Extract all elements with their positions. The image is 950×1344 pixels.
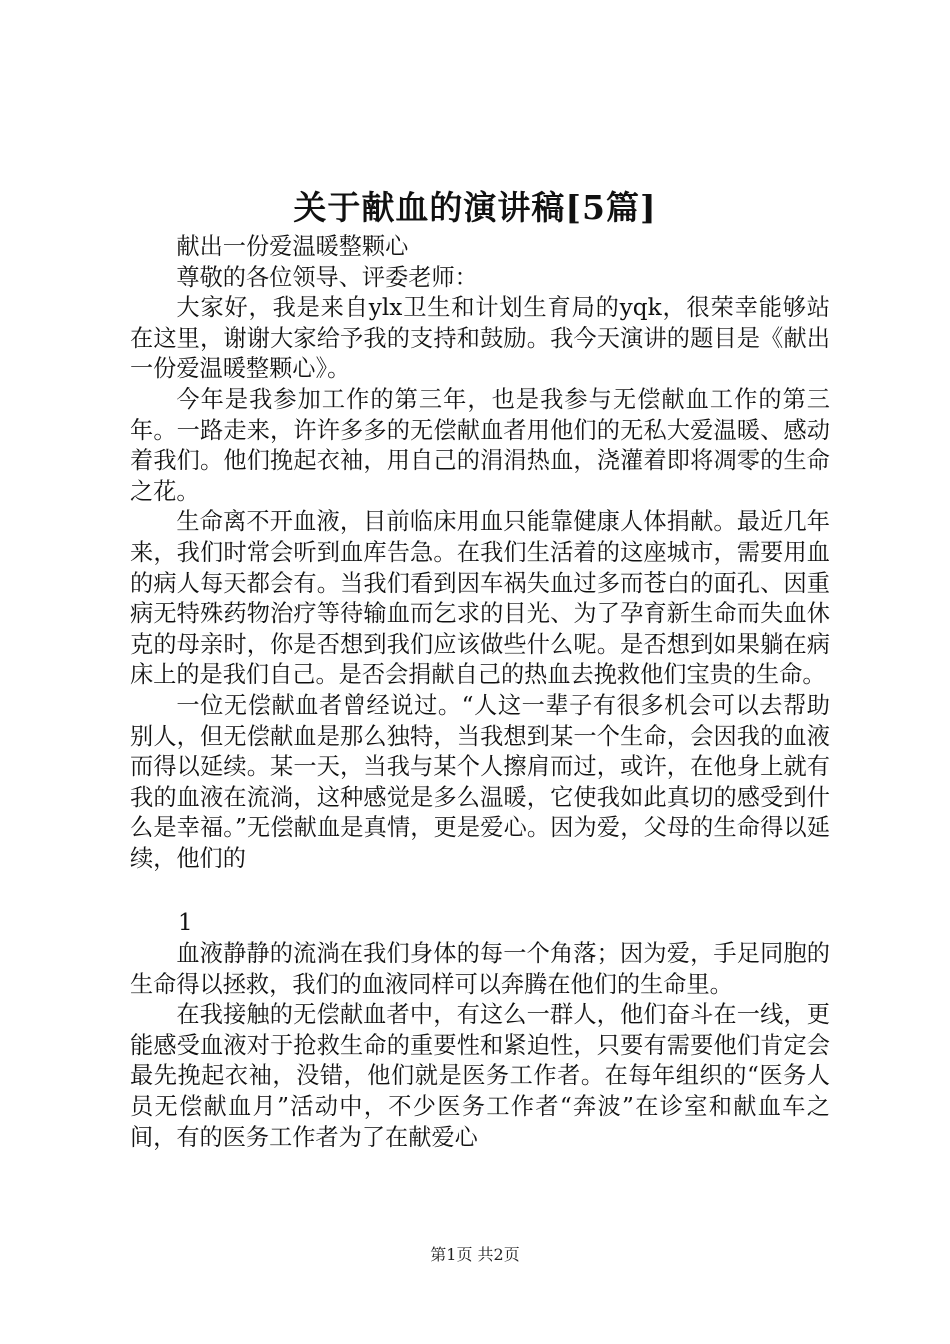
document-title: 关于献血的演讲稿[5篇]	[293, 188, 657, 227]
paragraph: 在我接触的无偿献血者中，有这么一群人，他们奋斗在一线，更能感受血液对于抢救生命的重要性和紧迫性，只要有需要他们肯定会最先挽起衣袖，没错，他们就是医务工作者。在每年组织的“医务人员无偿献血月”活动中，不少医务工作者“奔波”在诊室和献血车之间，有的医务工作者为了在献爱心	[130, 1001, 830, 1151]
paragraph: 血液静静的流淌在我们身体的每一个角落；因为爱，手足同胞的生命得以拯救，我们的血液同样可以奔腾在他们的生命里。	[130, 940, 830, 998]
document-body-continued	[130, 939, 830, 1153]
paragraph: 献出一份爱温暖整颗心	[176, 233, 409, 260]
page-footer: 第1页 共2页	[430, 1245, 520, 1264]
paragraph: 尊敬的各位领导、评委老师：	[176, 263, 478, 291]
paragraph: 一位无偿献血者曾经说过。“人这一辈子有很多机会可以去帮助别人，但无偿献血是那么独特，当我想到某一个生命，会因我的血液而得以延续。某一天，当我与某个人擦肩而过，或许，在他身上就有我的血液在流淌，这种感觉是多么温暖，它使我如此真切的感受到什么是幸福。”无偿献血是真情，更是爱心。因为爱，父母的生命得以延续，他们的	[130, 691, 830, 872]
paragraph: 今年是我参加工作的第三年，也是我参与无偿献血工作的第三年。一路走来，许许多多的无偿献血者用他们的无私大爱温暖、感动着我们。他们挽起衣袖，用自己的涓涓热血，浇灌着即将凋零的生命之花。	[130, 385, 830, 505]
page-marker: 1	[178, 910, 193, 936]
paragraph: 大家好，我是来自ylx卫生和计划生育局的yqk，很荣幸能够站在这里，谢谢大家给予我的支持和鼓励。我今天演讲的题目是《献出一份爱温暖整颗心》。	[130, 294, 830, 383]
paragraph: 生命离不开血液，目前临床用血只能靠健康人体捐献。最近几年来，我们时常会听到血库告急。在我们生活着的这座城市，需要用血的病人每天都会有。当我们看到因车祸失血过多而苍白的面孔、因重病无特殊药物治疗等待输血而乞求的目光、为了孕育新生命而失血休克的母亲时，你是否想到我们应该做些什么呢。是否想到如果躺在病床上的是我们自己。是否会捐献自己的热血去挽救他们宝贵的生命。	[130, 508, 830, 689]
document-body	[130, 232, 830, 874]
